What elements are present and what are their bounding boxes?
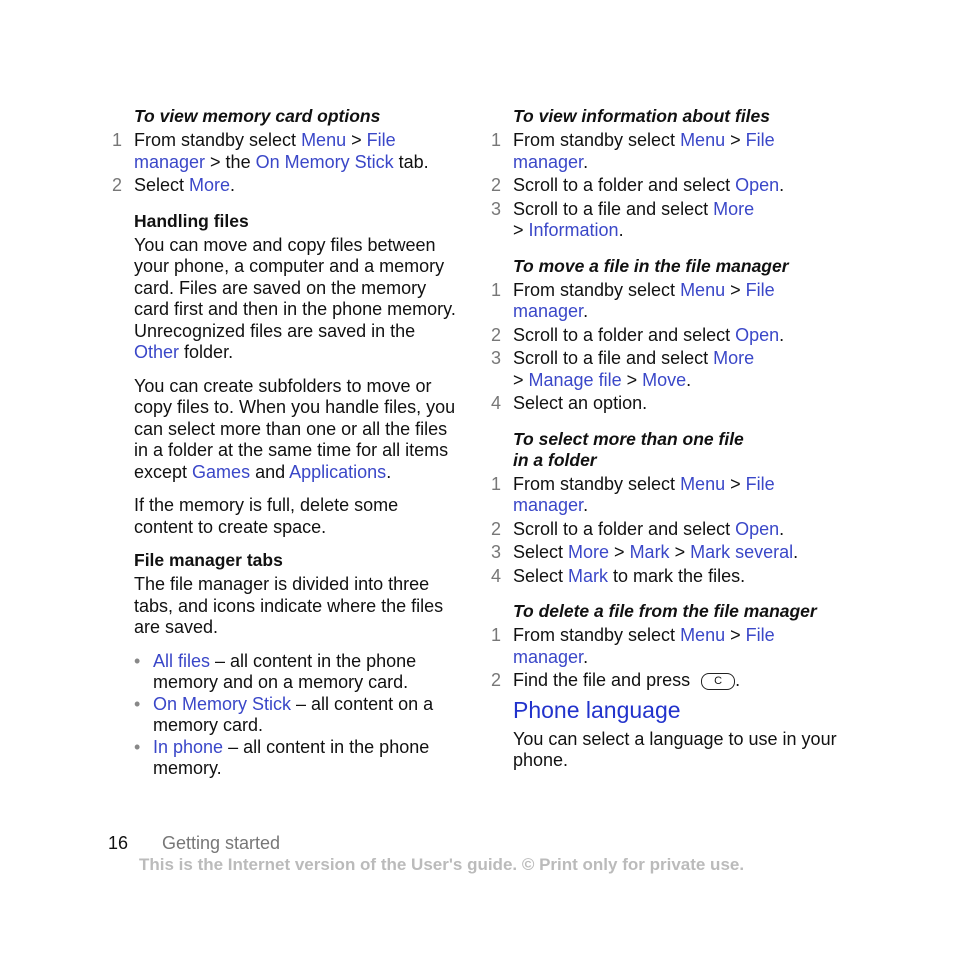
step-text — [513, 325, 851, 347]
step-item — [491, 519, 851, 541]
step-text-part: . — [230, 175, 236, 195]
open-link: Open — [735, 175, 780, 195]
step-number: 2 — [112, 175, 123, 195]
mark-link: Mark — [629, 542, 670, 562]
bullet-icon: • — [134, 650, 141, 671]
menu-link: Menu — [680, 473, 726, 494]
bullet-icon: • — [134, 693, 141, 714]
step-item — [491, 474, 851, 517]
bullet-description: – all content in the phone memory. — [153, 736, 430, 778]
subheading-view-info: To view information about files — [513, 106, 771, 126]
paragraph-text: and — [250, 461, 290, 482]
information-link: Information — [528, 220, 619, 240]
other-link: Other — [134, 342, 180, 362]
bullet-description: – all content in the phone memory and on a memory card. — [153, 650, 417, 692]
step-number: 3 — [491, 542, 502, 562]
paragraph: If the memory is full, delete some content to create space. — [134, 495, 399, 537]
bullet-icon: • — [134, 736, 141, 757]
step-number: 1 — [491, 130, 502, 150]
file-manager-link: File manager — [513, 130, 775, 172]
step-item — [491, 670, 851, 692]
more-link: More — [713, 198, 755, 219]
step-item — [491, 625, 851, 668]
step-text — [513, 280, 851, 323]
paragraph-text: . — [386, 461, 392, 482]
subheading-line: in a folder — [513, 449, 597, 470]
spacer — [491, 417, 851, 429]
on-memory-stick-link: On Memory Stick — [153, 693, 292, 714]
step-text-part: Scroll to a file and select — [513, 348, 714, 368]
subheading-move-file: To move a file in the file manager — [513, 255, 789, 276]
menu-link: Menu — [301, 130, 347, 150]
step-text-part: Scroll to a file and select — [513, 198, 714, 219]
step-text — [513, 542, 851, 564]
mark-link: Mark — [568, 565, 609, 586]
step-text-part: . — [779, 518, 785, 539]
separator: > — [513, 220, 529, 240]
paragraph: You can select a language to use in your phone. — [513, 728, 837, 770]
step-text-part: . — [793, 542, 799, 562]
step-text-part: Select — [513, 565, 569, 586]
menu-link: Menu — [680, 279, 726, 300]
step-item — [491, 348, 851, 391]
page-number: 16 — [108, 833, 129, 853]
step-text-part: From standby select — [513, 625, 681, 645]
c-key-icon: C — [701, 673, 735, 690]
step-number: 1 — [491, 625, 502, 645]
step-text-part: . — [583, 495, 589, 515]
step-item — [491, 325, 851, 347]
all-files-link: All files — [153, 650, 211, 671]
step-item — [491, 280, 851, 323]
spacer — [491, 589, 851, 601]
step-number: 3 — [491, 198, 502, 219]
separator: > — [725, 279, 746, 300]
step-text-part: . — [686, 369, 692, 390]
paragraph-text: folder. — [179, 342, 234, 362]
step-item — [491, 199, 851, 242]
step-text-part: > the — [205, 151, 256, 172]
step-text — [513, 625, 851, 668]
step-text-part: From standby select — [513, 279, 681, 300]
watermark-note: This is the Internet version of the User's guide. © Print only for private use. — [139, 855, 745, 874]
step-text — [513, 348, 851, 391]
step-text-part: Select — [513, 542, 569, 562]
step-text-part: Scroll to a folder and select — [513, 175, 736, 195]
separator: > — [669, 542, 691, 562]
step-text-part: From standby select — [513, 130, 681, 150]
left-column — [112, 106, 462, 780]
step-text — [513, 474, 851, 517]
step-text — [134, 130, 462, 173]
step-item — [491, 175, 851, 197]
file-manager-link: File manager — [513, 625, 775, 667]
separator: > — [513, 369, 529, 390]
applications-link: Applications — [289, 461, 387, 482]
step-text-part: . — [779, 324, 785, 345]
step-number: 3 — [491, 348, 502, 368]
bullet-description: – all content on a memory card. — [153, 693, 434, 735]
section-heading-file-manager-tabs: File manager tabs — [134, 550, 283, 570]
bullet-text — [153, 737, 462, 780]
phone-language-heading: Phone language — [513, 696, 681, 723]
step-text-part: From standby select — [134, 130, 302, 150]
step-text-part: . — [779, 175, 785, 195]
step-text-part: tab. — [393, 151, 429, 172]
section-heading-handling-files: Handling files — [134, 210, 249, 231]
step-text — [513, 199, 851, 242]
file-manager-link: File manager — [513, 473, 775, 515]
paragraph — [134, 376, 462, 484]
more-link: More — [568, 542, 610, 562]
paragraph — [134, 235, 462, 364]
menu-link: Menu — [680, 130, 726, 150]
bullet-text — [153, 694, 462, 737]
open-link: Open — [735, 324, 780, 345]
step-text-part: Scroll to a folder and select — [513, 518, 736, 539]
step-text — [513, 670, 851, 692]
step-text-part: Select — [134, 175, 190, 195]
file-manager-link: File manager — [513, 279, 775, 321]
separator: > — [621, 369, 643, 390]
in-phone-link: In phone — [153, 736, 224, 757]
bullet-text — [153, 651, 462, 694]
right-column — [491, 106, 851, 784]
paragraph: The file manager is divided into three tabs, and icons indicate where the files are saved. — [134, 574, 444, 637]
step-text-part: . — [735, 670, 741, 690]
bullet-item — [134, 737, 462, 780]
subheading-line: To select more than one file — [513, 428, 744, 449]
step-item — [491, 393, 851, 415]
file-manager-link: File manager — [134, 130, 396, 172]
step-text — [513, 519, 851, 541]
step-text-part: . — [583, 646, 589, 667]
step-item — [112, 175, 462, 197]
games-link: Games — [192, 461, 251, 482]
step-number: 2 — [491, 324, 502, 345]
step-number: 1 — [491, 279, 502, 300]
spacer — [491, 244, 851, 256]
manage-file-link: Manage file — [528, 369, 622, 390]
step-number: 2 — [491, 670, 502, 690]
step-text-part: Scroll to a folder and select — [513, 324, 736, 345]
menu-link: Menu — [680, 625, 726, 645]
step-text-part: . — [583, 301, 589, 321]
step-text — [513, 566, 851, 588]
step-item — [491, 566, 851, 588]
spacer — [112, 199, 462, 211]
step-number: 2 — [491, 518, 502, 539]
bullet-item — [134, 651, 462, 694]
subheading-view-memory-card: To view memory card options — [134, 106, 381, 126]
step-text — [513, 130, 851, 173]
step-text-part: to mark the files. — [608, 565, 746, 586]
open-link: Open — [735, 518, 780, 539]
step-text: Select an option. — [513, 393, 648, 413]
paragraph-text: You can move and copy files between your phone, a computer and a memory card. Files are saved on the memory card first and then in the phone memory. Unrecognized files are saved in the — [134, 234, 456, 341]
step-number: 4 — [491, 393, 502, 413]
step-text-part: Find the file and press — [513, 670, 696, 690]
section-name: Getting started — [162, 833, 281, 853]
paragraph-text: You can create subfolders to move or copy files to. When you handle files, you can select more than one or all the files in a folder at the same time for all items except — [134, 375, 456, 482]
bullet-item — [134, 694, 462, 737]
step-text-part: . — [583, 151, 589, 172]
step-item — [491, 542, 851, 564]
step-number: 1 — [112, 130, 123, 150]
move-link: Move — [642, 369, 687, 390]
on-memory-stick-link: On Memory Stick — [255, 151, 394, 172]
subheading-delete-file: To delete a file from the file manager — [513, 601, 817, 621]
separator: > — [609, 542, 630, 562]
separator: > — [725, 130, 746, 150]
step-text — [134, 175, 462, 197]
more-link: More — [713, 348, 755, 368]
subheading-select-multiple — [513, 429, 851, 471]
step-item — [112, 130, 462, 173]
step-item — [491, 130, 851, 173]
separator: > — [725, 473, 746, 494]
mark-several-link: Mark several — [690, 542, 794, 562]
step-text-part: . — [618, 220, 624, 240]
step-number: 4 — [491, 565, 502, 586]
step-text — [513, 175, 851, 197]
more-link: More — [189, 175, 231, 195]
separator: > — [725, 625, 746, 645]
separator: > — [346, 130, 367, 150]
step-number: 1 — [491, 473, 502, 494]
step-text-part: From standby select — [513, 473, 681, 494]
step-number: 2 — [491, 175, 502, 195]
